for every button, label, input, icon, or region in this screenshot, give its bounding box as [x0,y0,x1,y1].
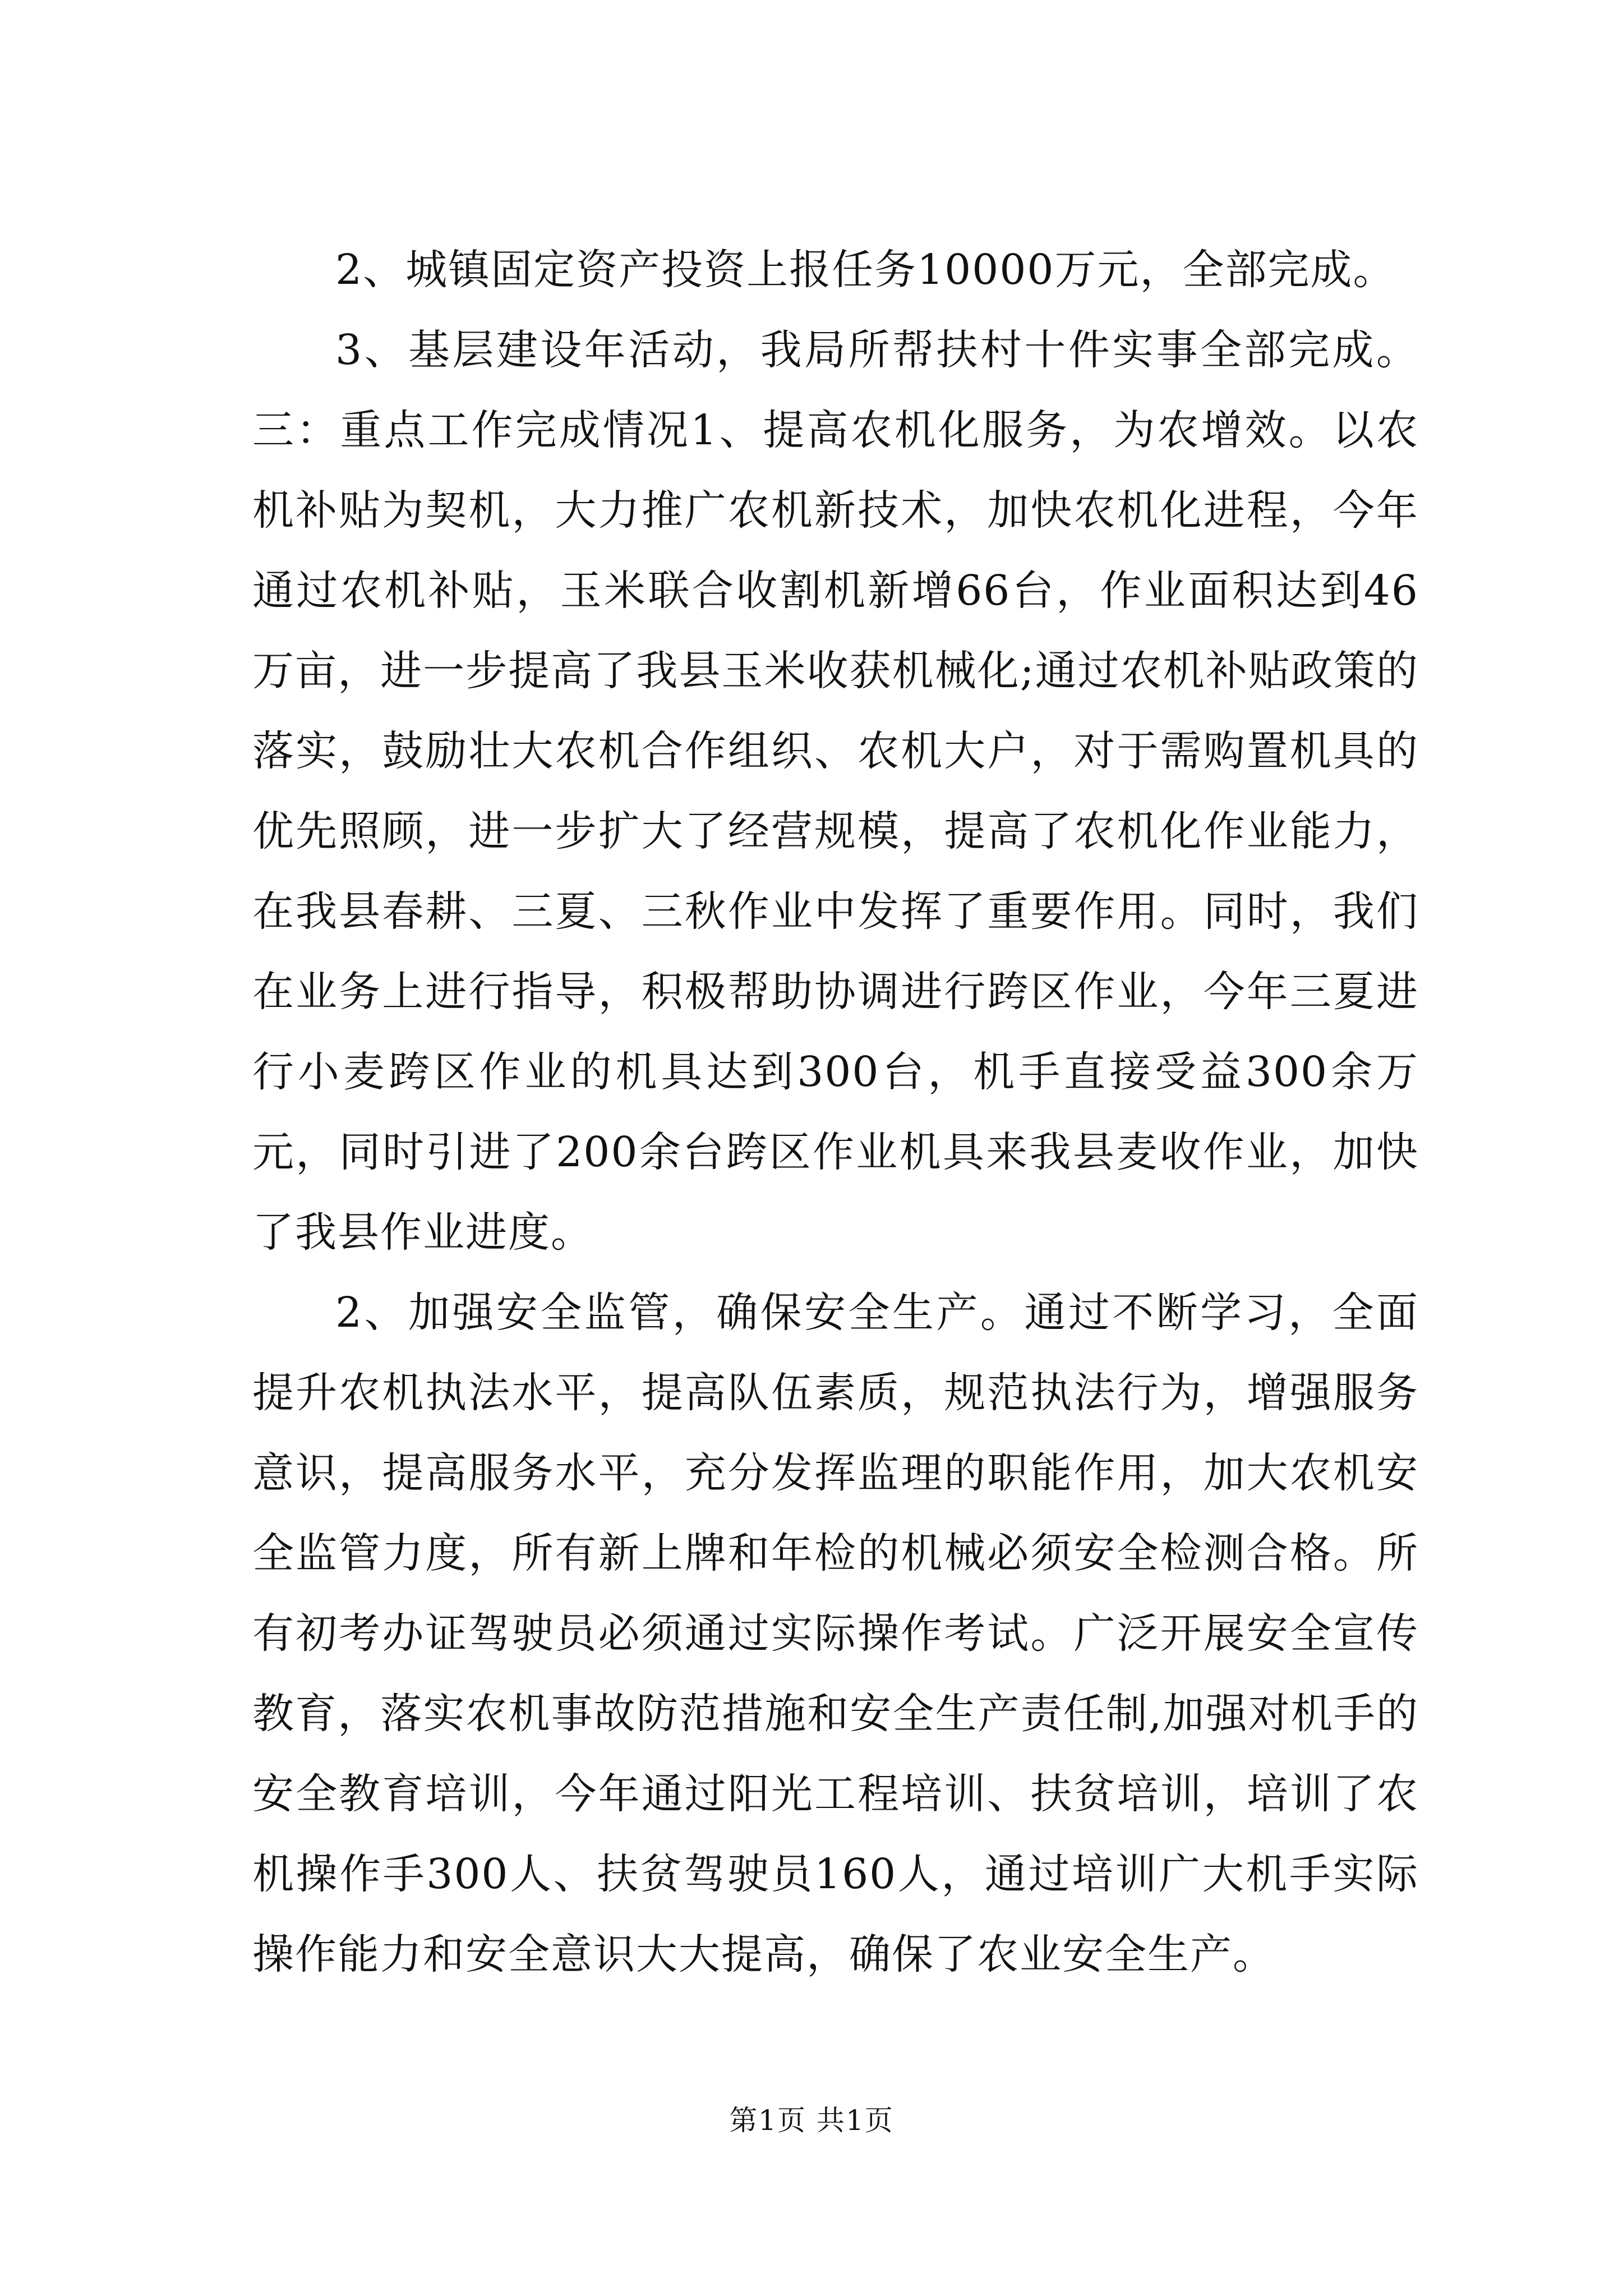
page-number-footer: 第1页 共1页 [729,2104,894,2137]
paragraph-safety-supervision: 2、加强安全监管，确保安全生产。通过不断学习，全面提升农机执法水平，提高队伍素质，规范执法行为，增强服务意识，提高服务水平，充分发挥监理的职能作用，加大农机安全监管力度，所有新上牌和年检的机械必须安全检测合格。所有初考办证驾驶员必须通过实际操作考试。广泛开展安全宣传教育，落实农机事故防范措施和安全生产责任制,加强对机手的安全教育培训，今年通过阳光工程培训、扶贫培训，培训了农机操作手300人、扶贫驾驶员160人，通过培训广大机手实际操作能力和安全意识大大提高，确保了农业安全生产。 [252,1289,1419,1978]
paragraph-fixed-asset-investment: 2、城镇固定资产投资上报任务10000万元，全部完成。 [335,246,1396,294]
paragraph-grassroots-construction: 3、基层建设年活动，我局所帮扶村十件实事全部完成。三：重点工作完成情况1、提高农机化服务，为农增效。以农机补贴为契机，大力推广农机新技术，加快农机化进程，今年通过农机补贴，玉米联合收割机新增66台，作业面积达到46万亩，进一步提高了我县玉米收获机械化;通过农机补贴政策的落实，鼓励壮大农机合作组织、农机大户，对于需购置机具的优先照顾，进一步扩大了经营规模，提高了农机化作业能力，在我县春耕、三夏、三秋作业中发挥了重要作用。同时，我们在业务上进行指导，积极帮助协调进行跨区作业，今年三夏进行小麦跨区作业的机具达到300台，机手直接受益300余万元，同时引进了200余台跨区作业机具来我县麦收作业，加快了我县作业进度。 [252,326,1419,1257]
document-body [252,230,1419,1995]
